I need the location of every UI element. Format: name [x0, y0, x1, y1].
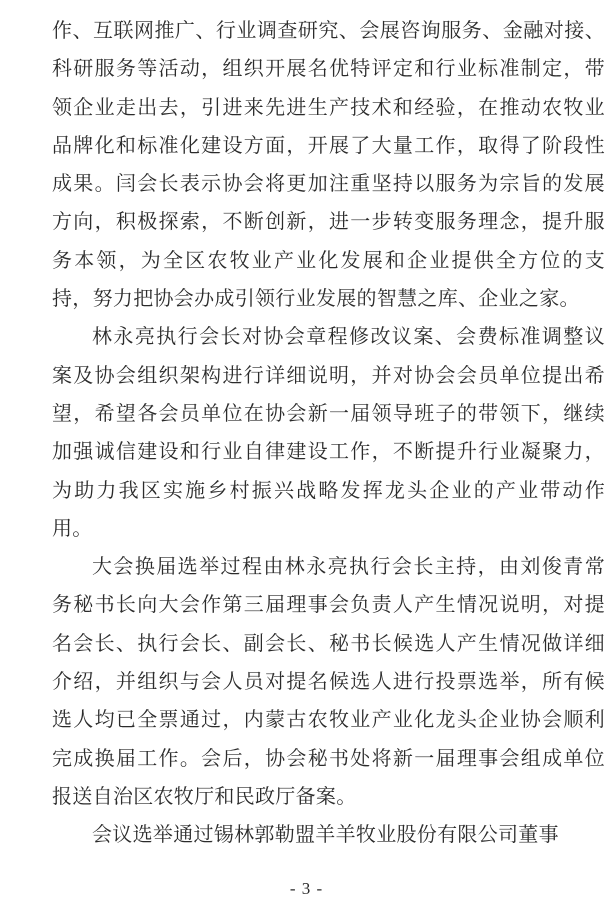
- text-line: 务本领，为全区农牧业产业化发展和企业提供全方位的支: [52, 249, 605, 272]
- text-line: 加强诚信建设和行业自律建设工作，不断提升行业凝聚力，: [52, 441, 605, 464]
- paragraph: [52, 548, 605, 816]
- text-line: 完成换届工作。会后，协会秘书处将新一届理事会组成单位: [52, 747, 605, 770]
- text-line: 领企业走出去，引进来先进生产技术和经验，在推动农牧业: [52, 96, 605, 119]
- text-line: 介绍，并组织与会人员对提名候选人进行投票选举，所有候: [52, 671, 605, 694]
- text-line: 方向，积极探索，不断创新，进一步转变服务理念，提升服: [52, 211, 605, 234]
- paragraph: [52, 816, 605, 854]
- document-body: [52, 12, 605, 855]
- text-line: 作、互联网推广、行业调查研究、会展咨询服务、金融对接、: [52, 20, 605, 42]
- text-line: 用。: [52, 517, 93, 540]
- page-footer: [0, 879, 613, 899]
- text-line: 品牌化和标准化建设方面，开展了大量工作，取得了阶段性: [52, 134, 605, 157]
- text-line: 务秘书长向大会作第三届理事会负责人产生情况说明，对提: [52, 594, 605, 617]
- page-number: - 3 -: [289, 879, 324, 898]
- text-line: 选人均已全票通过，内蒙古农牧业产业化龙头企业协会顺利: [52, 709, 605, 732]
- text-line: 持，努力把协会办成引领行业发展的智慧之库、企业之家。: [52, 288, 580, 311]
- text-line: 大会换届选举过程由林永亮执行会长主持，由刘俊青常: [92, 556, 605, 579]
- text-line: 案及协会组织架构进行详细说明，并对协会会员单位提出希: [52, 364, 605, 387]
- paragraph: [52, 318, 605, 548]
- text-line: 望，希望各会员单位在协会新一届领导班子的带领下，继续: [52, 402, 605, 425]
- text-line: 为助力我区实施乡村振兴战略发挥龙头企业的产业带动作: [52, 479, 605, 502]
- text-line: 成果。闫会长表示协会将更加注重坚持以服务为宗旨的发展: [52, 173, 605, 196]
- text-line: 报送自治区农牧厅和民政厅备案。: [52, 785, 357, 808]
- text-line: 名会长、执行会长、副会长、秘书长候选人产生情况做详细: [52, 632, 605, 655]
- text-line: 会议选举通过锡林郭勒盟羊羊牧业股份有限公司董事: [92, 824, 559, 847]
- text-line: 林永亮执行会长对协会章程修改议案、会费标准调整议: [92, 326, 605, 349]
- text-line: 科研服务等活动，组织开展名优特评定和行业标准制定，带: [52, 58, 605, 81]
- paragraph: [52, 12, 605, 318]
